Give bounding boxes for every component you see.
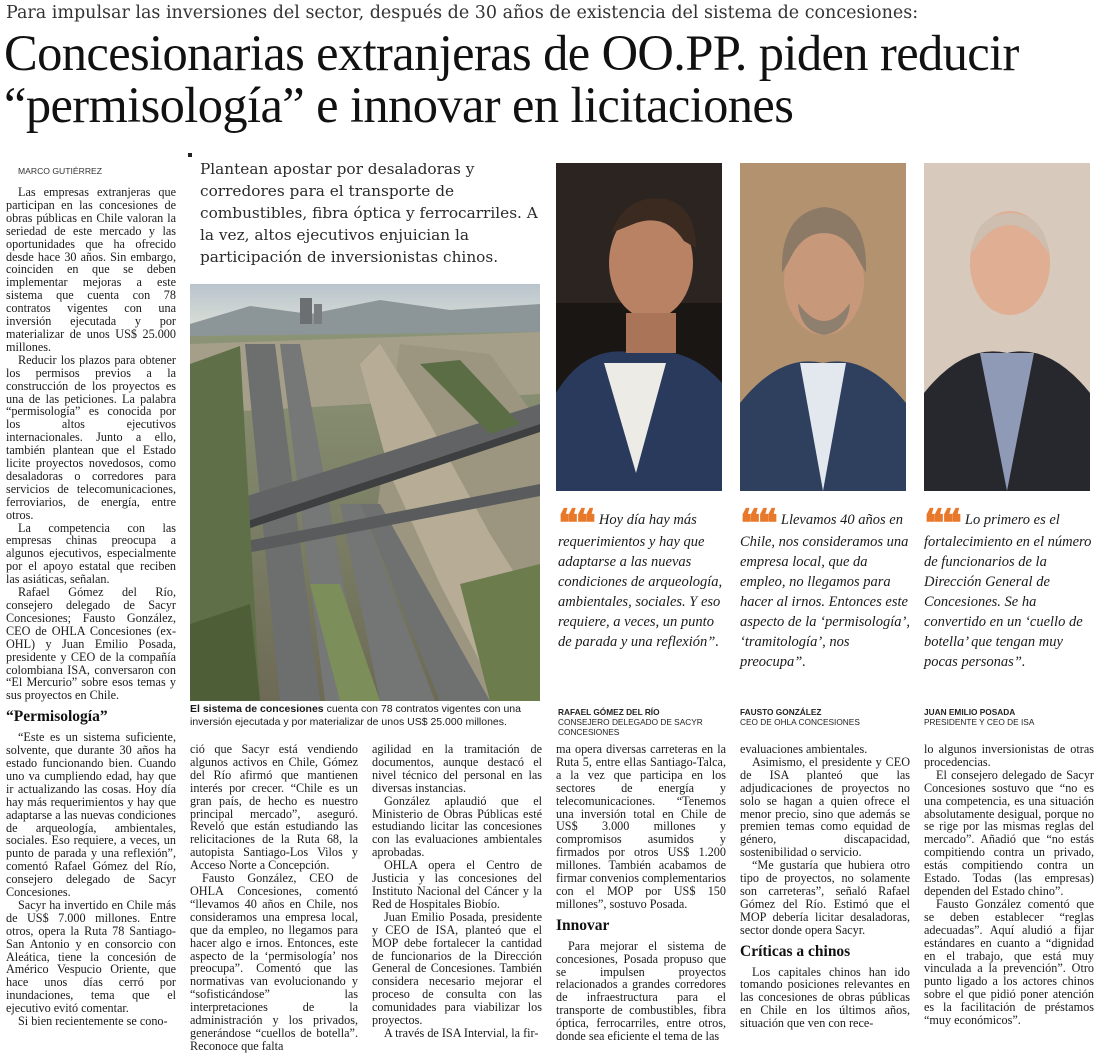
subhead-criticas-a-chinos: Críticas a chinos xyxy=(740,942,851,960)
highway-photo xyxy=(190,284,540,701)
deck: Plantean apostar por desaladoras y corredores para el transporte de combustibles, fibra óptica y ferrocarriles. A la vez, altos ejecutivos enjuician la participación de inversionistas chinos. xyxy=(200,160,538,266)
paragraph: El consejero delegado de Sacyr Concesiones sostuvo que “no es una competencia, es una situación absolutamente desigual, porque no se rige por las mismas reglas del mercado”. Añadió que “no estás compitiendo contra un privado, estás compitiendo contra un Estado. Todas (las empresas) dependen del Estado chino”. xyxy=(924,767,1094,898)
paragraph: Las empresas extranjeras que participan en las concesiones de obras públicas en Chile valoran la seriedad de este mercado y las oportunidades que ha ofrecido desde hace 30 años. Sin embargo, coinciden en que se deben implementar mejoras a este sistema que cuenta con 78 contratos vigentes con una inversión ejecutada y por materializar de unos US$ 25.000 millones. xyxy=(6,186,176,354)
quote-role: CONSEJERO DELEGADO DE SACYR CONCESIONES xyxy=(558,717,703,737)
portrait-fausto-gonzalez xyxy=(740,163,906,491)
article-column-2 xyxy=(190,743,358,1054)
portrait-illustration-1 xyxy=(556,163,722,491)
paragraph: “Me gustaría que hubiera otro tipo de proyectos, no solamente son carreteras”, señaló Rafael Gómez del Río. Estimó que el MOP debería licitar desaladoras, sector donde opera Sacyr. xyxy=(740,858,910,937)
article-column-3 xyxy=(372,743,542,1054)
paragraph: ma opera diversas carreteras en la Ruta 5, entre ellas Santiago-Talca, a la vez que participa en los sectores de energía y telecomunicaciones. “Tenemos una inversión total en Chile de US$ 3.000 millones y compromisos asumidos y firmados por otros US$ 1.200 millones. También acabamos de firmar convenios complementarios con el MOP por US$ 150 millones”, sostuvo Posada. xyxy=(556,743,726,911)
caption-bold: El sistema de concesiones xyxy=(190,703,324,715)
paragraph: ció que Sacyr está vendiendo algunos activos en Chile, Gómez del Río afirmó que mantienen interés por crecer. “Chile es un gran país, de hecho es nuestro principal mercado”, aseguró. Reveló que están estudiando las relicitaciones de la Ruta 68, la autopista Santiago-Los Vilos y Acceso Norte a Concepción. xyxy=(190,743,358,873)
headline: Concesionarias extranjeras de OO.PP. piden reducir “permisología” e innovar en licitaciones xyxy=(4,25,1019,133)
quote-attribution-1 xyxy=(558,707,724,737)
paragraph: Reducir los plazos para obtener los permisos previos a la construcción de los proyectos es una de las peticiones. La palabra “permisología” es conocida por los altos ejecutivos internacionales. Junto a ello, también plantean que el Estado licite proyectos novedosos, como desaladoras o corredores para servicios de telecomunicaciones, ferroviarios, de energía, entre otros. xyxy=(6,352,176,522)
quote-attribution-3 xyxy=(924,707,1090,727)
paragraph: agilidad en la tramitación de documentos, aunque destacó el nivel técnico del personal en las diversas instancias. xyxy=(372,743,542,795)
paragraph: González aplaudió que el Ministerio de Obras Públicas esté estudiando licitar las concesiones con las evaluaciones ambientales aprobadas. xyxy=(372,793,542,860)
quote-text: Hoy día hay más requerimientos y hay que adaptarse a las nuevas condiciones de arqueología, ambientales, sociales. Y eso requiere, a veces, un punto de parada y una reflexión”. xyxy=(558,512,723,650)
portrait-illustration-2 xyxy=(740,163,906,491)
article-column-4 xyxy=(556,743,726,1054)
quote-name: FAUSTO GONZÁLEZ xyxy=(740,707,822,717)
paragraph: evaluaciones ambientales. xyxy=(740,743,868,756)
paragraph: Asimismo, el presidente y CEO de ISA planteó que las adjudicaciones de proyectos no solo se hagan a quien ofrece el menor precio, sino que además se premien temas como equidad de género, discapacidad, sostenibilidad o servicio. xyxy=(740,754,910,860)
article-column-1 xyxy=(6,186,176,1054)
paragraph: Fausto González, CEO de OHLA Concesiones, comentó “llevamos 40 años en Chile, nos consideramos una empresa local, que da empleo, no llegamos para hacer algo e irnos. Entonces, este aspecto de la ‘permisología’ nos preocupa”. Comentó que las normativas van evolucionando y “sofisticándose” las interpretaciones de la administración y los privados, generándose “cuellos de botella”. Reconoce que falta xyxy=(190,871,358,1053)
pull-quote-2 xyxy=(740,500,910,672)
quote-mark-icon: ❝❝ xyxy=(924,500,959,545)
kicker: Para impulsar las inversiones del sector, después de 30 años de existencia del sistema de concesiones: xyxy=(6,3,919,23)
byline: MARCO GUTIÉRREZ xyxy=(18,166,103,176)
quote-name: RAFAEL GÓMEZ DEL RÍO xyxy=(558,707,660,717)
deck-marker xyxy=(188,153,192,157)
subhead-permisologia: “Permisología” xyxy=(6,708,108,726)
paragraph: A través de ISA Intervial, la fir- xyxy=(384,1025,539,1040)
quote-text: Lo primero es el fortalecimiento en el número de funcionarios de la Dirección General de Concesiones. Se ha convertido en un ‘cuello de botella’ que tengan muy pocas personas”. xyxy=(924,512,1092,670)
pull-quote-1 xyxy=(558,500,724,652)
paragraph: Juan Emilio Posada, presidente y CEO de ISA, planteó que el MOP debe fortalecer la cantidad de funcionarios de la Dirección General de Concesiones. También considera necesario mejorar el proceso de consulta con las comunidades para viabilizar los proyectos. xyxy=(372,909,542,1028)
quote-role: PRESIDENTE Y CEO DE ISA xyxy=(924,717,1035,727)
caption-text: cuenta con 78 contratos vigentes con una inversión ejecutada y por materializar de unos US$ 25.000 millones. xyxy=(190,703,521,728)
pull-quote-3 xyxy=(924,500,1094,672)
quote-role: CEO DE OHLA CONCESIONES xyxy=(740,717,860,727)
photo-caption xyxy=(190,703,542,728)
subhead-innovar: Innovar xyxy=(556,916,610,934)
portrait-rafael-gomez xyxy=(556,163,722,491)
quote-name: JUAN EMILIO POSADA xyxy=(924,707,1016,717)
paragraph: Fausto González comentó que se deben establecer “reglas adecuadas”. Aquí aludió a fijar estándares en cuanto a “dignidad en el trabajo, que está muy vinculada a la prevención”. Otro punto ligado a los actores chinos sobre el que pidió poner atención es la facilitación de préstamos “muy económicos”. xyxy=(924,896,1094,1028)
paragraph: La competencia con las empresas chinas preocupa a algunos ejecutivos, especialmente por el apoyo estatal que reciben las asiáticas, señalan. xyxy=(6,520,176,587)
article-column-6 xyxy=(924,743,1094,1054)
highway-illustration xyxy=(190,284,540,701)
article-column-5 xyxy=(740,743,910,1054)
quote-text: Llevamos 40 años en Chile, nos consideramos una empresa local, que da empleo, no llegamos para hacer al irnos. Entonces este aspecto de la ‘permisología’, ‘tramitología’, nos preocupa”. xyxy=(740,512,910,670)
paragraph: lo algunos inversionistas de otras procedencias. xyxy=(924,743,1094,769)
paragraph: Los capitales chinos han ido tomando posiciones relevantes en las concesiones de obras públicas en Chile en los últimos años, situación que ven con rece- xyxy=(740,964,910,1031)
paragraph: OHLA opera el Centro de Justicia y las concesiones del Instituto Nacional del Cáncer y la Red de Hospitales Biobío. xyxy=(372,858,542,911)
paragraph: Rafael Gómez del Río, consejero delegado de Sacyr Concesiones; Fausto González, CEO de OHLA Concesiones (ex-OHL) y Juan Emilio Posada, presidente y CEO de la compañía colombiana ISA, conversaron con “El Mercurio” sobre esos temas y sus proyectos en Chile. xyxy=(6,585,176,703)
portrait-illustration-3 xyxy=(924,163,1090,491)
quote-mark-icon: ❝❝ xyxy=(740,500,775,545)
paragraph: Si bien recientemente se cono- xyxy=(18,1014,168,1029)
portrait-juan-emilio-posada xyxy=(924,163,1090,491)
paragraph: Sacyr ha invertido en Chile más de US$ 7.000 millones. Entre otros, opera la Ruta 78 Santiago-San Antonio y en consorcio con Aleática, tiene la concesión de Américo Vespucio Oriente, que hace unos días cerró por inundaciones, tema que el ejecutivo evitó comentar. xyxy=(6,897,176,1016)
paragraph: “Este es un sistema suficiente, solvente, que durante 30 años ha estado funcionando bien. Cuando uno va cumpliendo edad, hay que ir actualizando las cosas. Hoy día hay más requerimientos y hay que adaptarse a las nuevas condiciones de arqueología, ambientales, sociales. Eso requiere, a veces, un punto de parada y una reflexión”, comentó Rafael Gómez del Río, consejero delegado de Sacyr Concesiones. xyxy=(6,730,176,900)
paragraph: Para mejorar el sistema de concesiones, Posada propuso que se impulsen proyectos relacionados a grandes corredores de infraestructura para el transporte de combustibles, fibra óptica, ferrocarriles, entre otros, donde sea eficiente el tema de las xyxy=(556,938,726,1044)
quote-mark-icon: ❝❝ xyxy=(558,500,593,545)
quote-attribution-2 xyxy=(740,707,906,727)
